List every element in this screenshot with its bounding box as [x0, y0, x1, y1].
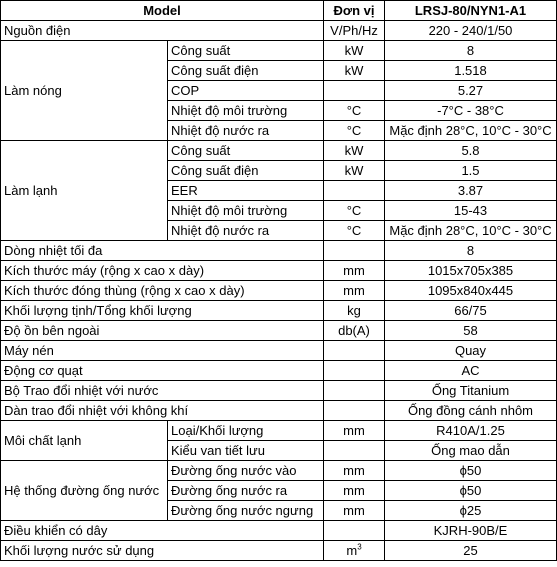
row-value: -7°C - 38°C	[385, 101, 557, 121]
row-value: AC	[385, 361, 557, 381]
sub-label: Nhiệt độ nước ra	[168, 221, 324, 241]
table-row	[1, 281, 557, 301]
row-unit	[324, 381, 385, 401]
table-row	[1, 341, 557, 361]
table-row	[1, 541, 557, 561]
row-label: Kích thước đóng thùng (rộng x cao x dày)	[1, 281, 324, 301]
table-row	[1, 381, 557, 401]
row-unit	[324, 441, 385, 461]
row-unit: mm	[324, 461, 385, 481]
row-unit: mm	[324, 501, 385, 521]
row-value: 1095x840x445	[385, 281, 557, 301]
row-value: Ống đồng cánh nhôm	[385, 401, 557, 421]
row-unit: V/Ph/Hz	[324, 21, 385, 41]
header-row	[1, 1, 557, 21]
row-value: 1015x705x385	[385, 261, 557, 281]
sub-label: Đường ống nước vào	[168, 461, 324, 481]
row-value: KJRH-90B/E	[385, 521, 557, 541]
row-label: Khối lượng tịnh/Tổng khối lượng	[1, 301, 324, 321]
group-label-heating: Làm nóng	[1, 41, 168, 141]
row-value: 220 - 240/1/50	[385, 21, 557, 41]
sub-label: Nhiệt độ môi trường	[168, 101, 324, 121]
row-label: Động cơ quạt	[1, 361, 324, 381]
row-value: ϕ25	[385, 501, 557, 521]
row-value: 8	[385, 41, 557, 61]
sub-label: Công suất	[168, 41, 324, 61]
table-row	[1, 141, 557, 161]
row-value: 1.5	[385, 161, 557, 181]
row-value: 1.518	[385, 61, 557, 81]
sub-label: COP	[168, 81, 324, 101]
table-row	[1, 401, 557, 421]
row-unit: mm	[324, 421, 385, 441]
row-value: Ống Titanium	[385, 381, 557, 401]
row-unit	[324, 241, 385, 261]
row-value: 15-43	[385, 201, 557, 221]
row-value: Mặc định 28°C, 10°C - 30°C	[385, 121, 557, 141]
row-label: Nguồn điện	[1, 21, 324, 41]
row-unit: kg	[324, 301, 385, 321]
sub-label: Nhiệt độ môi trường	[168, 201, 324, 221]
row-unit: kW	[324, 41, 385, 61]
sub-label: Công suất	[168, 141, 324, 161]
row-value: Mặc định 28°C, 10°C - 30°C	[385, 221, 557, 241]
row-unit	[324, 401, 385, 421]
row-label: Điều khiển có dây	[1, 521, 324, 541]
table-row	[1, 521, 557, 541]
header-value: LRSJ-80/NYN1-A1	[385, 1, 557, 21]
table-row	[1, 461, 557, 481]
sub-label: Kiểu van tiết lưu	[168, 441, 324, 461]
row-label: Dòng nhiệt tối đa	[1, 241, 324, 261]
row-value: 25	[385, 541, 557, 561]
row-label: Máy nén	[1, 341, 324, 361]
row-label: Độ ồn bên ngoài	[1, 321, 324, 341]
sub-label: Đường ống nước ngưng	[168, 501, 324, 521]
row-value: Quay	[385, 341, 557, 361]
table-row	[1, 41, 557, 61]
row-value: 3.87	[385, 181, 557, 201]
sub-label: Loại/Khối lượng	[168, 421, 324, 441]
sub-label: Công suất điện	[168, 61, 324, 81]
row-unit: kW	[324, 141, 385, 161]
table-row	[1, 261, 557, 281]
table-row	[1, 421, 557, 441]
sub-label: Đường ống nước ra	[168, 481, 324, 501]
row-unit: mm	[324, 261, 385, 281]
group-label-piping: Hệ thống đường ống nước	[1, 461, 168, 521]
row-value: 66/75	[385, 301, 557, 321]
row-unit: mm	[324, 481, 385, 501]
unit-exponent: 3	[357, 542, 362, 552]
row-unit	[324, 541, 385, 561]
table-row	[1, 321, 557, 341]
table-row	[1, 301, 557, 321]
row-unit: mm	[324, 281, 385, 301]
sub-label: Nhiệt độ nước ra	[168, 121, 324, 141]
table-row	[1, 21, 557, 41]
row-value: 58	[385, 321, 557, 341]
row-unit	[324, 181, 385, 201]
row-value: ϕ50	[385, 481, 557, 501]
row-unit: °C	[324, 121, 385, 141]
sub-label: Công suất điện	[168, 161, 324, 181]
row-value: 8	[385, 241, 557, 261]
row-unit: °C	[324, 221, 385, 241]
row-unit: db(A)	[324, 321, 385, 341]
row-label: Khối lượng nước sử dụng	[1, 541, 324, 561]
row-value: Ống mao dẫn	[385, 441, 557, 461]
row-value: ϕ50	[385, 461, 557, 481]
row-unit	[324, 361, 385, 381]
table-row	[1, 241, 557, 261]
row-value: R410A/1.25	[385, 421, 557, 441]
sub-label: EER	[168, 181, 324, 201]
row-unit	[324, 341, 385, 361]
group-label-cooling: Làm lạnh	[1, 141, 168, 241]
row-value: 5.27	[385, 81, 557, 101]
row-value: 5.8	[385, 141, 557, 161]
table-row	[1, 361, 557, 381]
row-label: Dàn trao đổi nhiệt với không khí	[1, 401, 324, 421]
unit-base: m	[346, 542, 358, 558]
header-model: Model	[1, 1, 324, 21]
group-label-refrigerant: Môi chất lạnh	[1, 421, 168, 461]
row-unit	[324, 81, 385, 101]
row-label: Bộ Trao đổi nhiệt với nước	[1, 381, 324, 401]
row-unit	[324, 521, 385, 541]
row-unit: °C	[324, 201, 385, 221]
row-unit: °C	[324, 101, 385, 121]
row-unit: kW	[324, 161, 385, 181]
row-label: Kích thước máy (rộng x cao x dày)	[1, 261, 324, 281]
header-unit: Đơn vị	[324, 1, 385, 21]
row-unit: kW	[324, 61, 385, 81]
